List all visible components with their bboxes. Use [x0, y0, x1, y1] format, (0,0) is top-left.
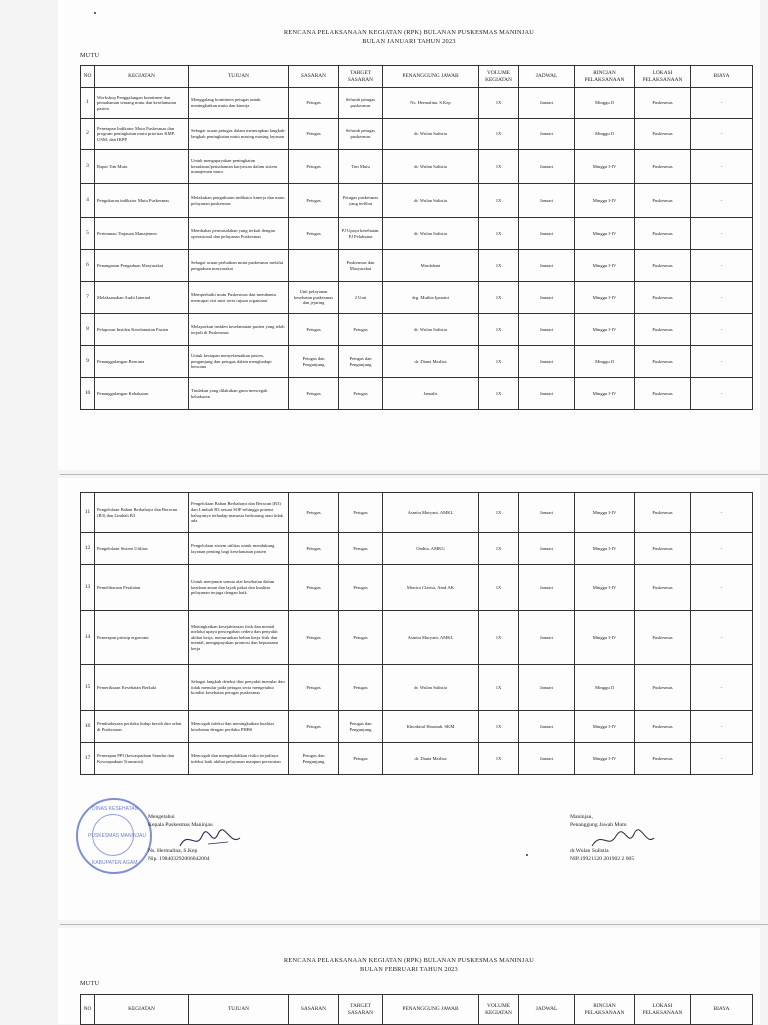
cell-jadwal: Januari: [519, 743, 575, 775]
cell-jadwal: Januari: [519, 711, 575, 743]
cell-jadwal: Januari: [519, 611, 575, 665]
table-row: [81, 611, 753, 665]
cell-penanggung-jawab: Monica Clarisa, Amd.AK: [383, 565, 479, 611]
cell-penanggung-jawab: dr. Wulan Sulistia: [383, 218, 479, 250]
cell-tujuan: Memperbaiki mutu Puskesmas dan membantu mencapai visi misi serta tujuan organisasi: [189, 282, 289, 314]
cell-sasaran: Petugas: [289, 493, 339, 533]
cell-penanggung-jawab: Khordatul Hasanah, SKM: [383, 711, 479, 743]
document-page-january-part1: [58, 0, 760, 470]
cell-volume: 1X: [479, 378, 519, 410]
cell-biaya: -: [691, 184, 753, 218]
header-jadwal: JADWAL: [519, 66, 575, 88]
cell-biaya: -: [691, 119, 753, 150]
cell-kegiatan: Penanggulangan Kebakaran: [95, 378, 189, 410]
cell-lokasi: Puskesmas: [635, 665, 691, 711]
cell-tujuan: Sebagai acuan petugas dalam menerapkan langkah-langkah peningkatan mutu masing masing layanan: [189, 119, 289, 150]
cell-volume: 1X: [479, 711, 519, 743]
row-number: 3: [81, 150, 95, 184]
header-biaya: BIAYA: [691, 66, 753, 88]
cell-kegiatan: Penerapan prinsip ergonomi: [95, 611, 189, 665]
header-jadwal: JADWAL: [519, 995, 575, 1025]
rpk-table-january-part2: [80, 492, 753, 775]
cell-jadwal: Januari: [519, 282, 575, 314]
cell-lokasi: Puskesmas: [635, 565, 691, 611]
cell-kegiatan: Melaksanakan Audit Internal: [95, 282, 189, 314]
table-row: [81, 250, 753, 282]
cell-jadwal: Januari: [519, 346, 575, 378]
cell-volume: 1X: [479, 611, 519, 665]
cell-rincian: Minggu II: [575, 665, 635, 711]
cell-target: PJ Upaya kesehatan, PJ Pelaksana: [339, 218, 383, 250]
cell-sasaran: Petugas: [289, 150, 339, 184]
cell-target: Petugas dan Pengunjung: [339, 711, 383, 743]
cell-penanggung-jawab: dr. Wulan Sulistia: [383, 150, 479, 184]
stamp-text-bottom: KABUPATEN AGAM: [92, 860, 138, 866]
cell-jadwal: Januari: [519, 378, 575, 410]
cell-rincian: Minggu II: [575, 88, 635, 119]
cell-rincian: Minggu I-IV: [575, 282, 635, 314]
row-number: 8: [81, 314, 95, 346]
cell-penanggung-jawab: drg. Muthia Ipsarini: [383, 282, 479, 314]
cell-kegiatan: Pertemuan Tinjauan Manajemen: [95, 218, 189, 250]
cell-rincian: Minggu I-IV: [575, 250, 635, 282]
table-row: [81, 88, 753, 119]
official-stamp: [76, 798, 152, 874]
cell-volume: 1X: [479, 314, 519, 346]
cell-sasaran: Petugas: [289, 533, 339, 565]
row-number: 2: [81, 119, 95, 150]
cell-jadwal: Januari: [519, 665, 575, 711]
cell-sasaran: Unit pelayanan kesehatan puskesmas dan jejaring: [289, 282, 339, 314]
cell-tujuan: Meningkatkan kesejahteraan fisik dan mental melalui upaya pencegahan cedera dan penyakit akibat kerja, menurunkan beban kerja fisik dan mental, mengupayakan promosi dan kepuasaan kerja: [189, 611, 289, 665]
cell-lokasi: Puskesmas: [635, 611, 691, 665]
cell-rincian: Minggu I-IV: [575, 611, 635, 665]
table-row: [81, 378, 753, 410]
cell-volume: 1X: [479, 88, 519, 119]
left-signature-name: Ns. Hermalina, S.Kep: [148, 848, 198, 854]
row-number: 13: [81, 565, 95, 611]
cell-rincian: Minggu II: [575, 119, 635, 150]
cell-tujuan: Sebagai acuan perbaikan mutu puskesmas melalui pengaduan masyarakat: [189, 250, 289, 282]
cell-biaya: -: [691, 493, 753, 533]
cell-lokasi: Puskesmas: [635, 150, 691, 184]
cell-volume: 1X: [479, 346, 519, 378]
cell-sasaran: Petugas: [289, 119, 339, 150]
table-row: [81, 282, 753, 314]
row-number: 6: [81, 250, 95, 282]
cell-biaya: -: [691, 282, 753, 314]
table-row: [81, 119, 753, 150]
cell-tujuan: Tindakan yang dilakukan guna mencegah kebakaran: [189, 378, 289, 410]
cell-biaya: -: [691, 665, 753, 711]
cell-sasaran: Petugas: [289, 665, 339, 711]
cell-sasaran: Petugas: [289, 711, 339, 743]
cell-kegiatan: Penetapan Indikator Mutu Puskesmas dan program peningkatan mutu prioritas KMP, USM, dan IKPP: [95, 119, 189, 150]
cell-jadwal: Januari: [519, 119, 575, 150]
cell-target: Petugas puskesmas yang terlibat: [339, 184, 383, 218]
cell-target: Seluruh petugas puskesmas: [339, 88, 383, 119]
cell-penanggung-jawab: dr. Wulan Sulistia: [383, 184, 479, 218]
cell-biaya: -: [691, 346, 753, 378]
cell-volume: 1X: [479, 184, 519, 218]
cell-tujuan: Melakukan pengukuran indikator kinerja dan mutu pelayanan puskesmas: [189, 184, 289, 218]
cell-jadwal: Januari: [519, 565, 575, 611]
header-no: NO: [81, 66, 95, 88]
cell-biaya: -: [691, 250, 753, 282]
row-number: 15: [81, 665, 95, 711]
header-lokasi: LOKASI PELAKSANAAN: [635, 995, 691, 1025]
cell-target: Petugas: [339, 665, 383, 711]
cell-rincian: Minggu I-IV: [575, 565, 635, 611]
document-subtitle: BULAN JANUARI TAHUN 2023: [362, 38, 456, 45]
table-row: [81, 533, 753, 565]
document-page-january-part2: [58, 478, 760, 920]
cell-volume: 1X: [479, 533, 519, 565]
cell-volume: 1X: [479, 665, 519, 711]
stamp-text-top: DINAS KESEHATAN: [92, 806, 139, 812]
left-signature-nip: Nip. 198403292006042004: [148, 856, 210, 862]
cell-tujuan: Mencegah dan mengendalikan risiko terjadinya infeksi baik akibat pelayanan maupun perawatan: [189, 743, 289, 775]
header-biaya: BIAYA: [691, 995, 753, 1025]
cell-lokasi: Puskesmas: [635, 378, 691, 410]
cell-lokasi: Puskesmas: [635, 88, 691, 119]
cell-tujuan: Untuk mengupayakan peningkatan kesadaran/pemahaman karyawan dalam sistem manajemen mutu: [189, 150, 289, 184]
cell-volume: 1X: [479, 119, 519, 150]
cell-volume: 1X: [479, 218, 519, 250]
cell-tujuan: Membahas permasalahan yang terkait dengan operasional dan pelayanan Puskesmas: [189, 218, 289, 250]
cell-jadwal: Januari: [519, 250, 575, 282]
header-penanggung-jawab: PENANGGUNG JAWAB: [383, 995, 479, 1025]
cell-rincian: Minggu I-IV: [575, 150, 635, 184]
cell-lokasi: Puskesmas: [635, 743, 691, 775]
cell-kegiatan: Penanggulangan Bencana: [95, 346, 189, 378]
cell-kegiatan: Penanganan Pengaduan Masyarakat: [95, 250, 189, 282]
table-row: [81, 743, 753, 775]
cell-target: Petugas: [339, 493, 383, 533]
scan-speck: [94, 12, 96, 14]
cell-kegiatan: Penerapan PPI (kewaspadaan Standar dan Kewaspadaan Transmisi): [95, 743, 189, 775]
cell-volume: 1X: [479, 493, 519, 533]
cell-sasaran: [289, 250, 339, 282]
row-number: 14: [81, 611, 95, 665]
cell-volume: 1X: [479, 150, 519, 184]
cell-lokasi: Puskesmas: [635, 282, 691, 314]
right-signature-line1: Maninjau,: [570, 814, 593, 820]
header-no: NO: [81, 995, 95, 1025]
row-number: 16: [81, 711, 95, 743]
cell-jadwal: Januari: [519, 88, 575, 119]
row-number: 4: [81, 184, 95, 218]
cell-volume: 1X: [479, 743, 519, 775]
row-number: 17: [81, 743, 95, 775]
cell-jadwal: Januari: [519, 493, 575, 533]
table-row: [81, 565, 753, 611]
header-volume: VOLUME KEGIATAN: [479, 66, 519, 88]
cell-tujuan: Pengelolaan sistem utilitas untuk mendukung layanan penting bagi keselamatan pasien: [189, 533, 289, 565]
cell-target: Seluruh petugas puskesmas: [339, 119, 383, 150]
table-row: [81, 314, 753, 346]
table-header-row: [81, 995, 753, 1025]
left-signature-line1: Mengetahui: [148, 814, 175, 820]
row-number: 11: [81, 493, 95, 533]
cell-biaya: -: [691, 314, 753, 346]
cell-penanggung-jawab: Asmita Muryani, AMKL: [383, 493, 479, 533]
header-target: TARGET SASARAN: [339, 995, 383, 1025]
cell-sasaran: Petugas: [289, 611, 339, 665]
row-number: 9: [81, 346, 95, 378]
cell-target: Tim Mutu: [339, 150, 383, 184]
cell-sasaran: Petugas: [289, 314, 339, 346]
cell-biaya: -: [691, 565, 753, 611]
cell-target: Petugas: [339, 533, 383, 565]
cell-lokasi: Puskesmas: [635, 346, 691, 378]
cell-tujuan: Menggalang komitmen petugas untuk meningkatkan mutu dan kinerja: [189, 88, 289, 119]
cell-rincian: Minggu II: [575, 346, 635, 378]
cell-volume: 1X: [479, 250, 519, 282]
cell-rincian: Minggu I-IV: [575, 378, 635, 410]
cell-penanggung-jawab: dr. Diana Marlisa: [383, 346, 479, 378]
cell-sasaran: Petugas: [289, 378, 339, 410]
cell-penanggung-jawab: dr. Wulan Sulistia: [383, 119, 479, 150]
cell-rincian: Minggu I-IV: [575, 533, 635, 565]
table-row: [81, 711, 753, 743]
cell-biaya: -: [691, 533, 753, 565]
cell-biaya: -: [691, 218, 753, 250]
cell-target: Puskesmas dan Masyarakat: [339, 250, 383, 282]
left-signature-line2: Kepala Puskesmas Maninjau: [148, 822, 213, 828]
cell-sasaran: Petugas: [289, 565, 339, 611]
header-penanggung-jawab: PENANGGUNG JAWAB: [383, 66, 479, 88]
cell-kegiatan: Pengelolaan Bahan Berbahaya dan Beracun (B3) dan Limbah B3: [95, 493, 189, 533]
cell-rincian: Minggu I-IV: [575, 184, 635, 218]
header-rincian: RINCIAN PELAKSANAAN: [575, 66, 635, 88]
cell-target: Petugas: [339, 378, 383, 410]
rpk-table-january-part1: [80, 65, 753, 410]
cell-sasaran: Petugas: [289, 218, 339, 250]
cell-penanggung-jawab: Ns. Hermalina, S.Kep: [383, 88, 479, 119]
cell-target: Petugas: [339, 743, 383, 775]
cell-target: 2 Unit: [339, 282, 383, 314]
cell-kegiatan: Rapat Tim Mutu: [95, 150, 189, 184]
cell-rincian: Minggu I-IV: [575, 218, 635, 250]
cell-target: Petugas: [339, 565, 383, 611]
cell-target: Petugas dan Pengunjung: [339, 346, 383, 378]
right-signature-nip: NIP.19921120 201902 2 005: [570, 856, 635, 862]
cell-kegiatan: Pemeriksaan Kesehatan Berkala: [95, 665, 189, 711]
cell-tujuan: Untuk menjamin semua alat kesehatan dalam keadaan aman dan layak pakai dan kualitas pelayanan terjaga dengan baik: [189, 565, 289, 611]
header-tujuan: TUJUAN: [189, 66, 289, 88]
cell-tujuan: Melaporkan insiden keselamatan pasien yang telah terjadi di Puskesmas: [189, 314, 289, 346]
section-label-february: MUTU: [80, 980, 100, 987]
cell-kegiatan: Pengukuran indikator Mutu Puskesmas: [95, 184, 189, 218]
document-subtitle-february: BULAN FEBRUARI TAHUN 2023: [360, 966, 458, 973]
cell-jadwal: Januari: [519, 533, 575, 565]
cell-rincian: Minggu I-IV: [575, 493, 635, 533]
cell-penanggung-jawab: dr. Wulan Sulistia: [383, 665, 479, 711]
row-number: 7: [81, 282, 95, 314]
row-number: 1: [81, 88, 95, 119]
header-rincian: RINCIAN PELAKSANAAN: [575, 995, 635, 1025]
header-target: TARGET SASARAN: [339, 66, 383, 88]
document-page-february: [58, 928, 760, 1024]
cell-penanggung-jawab: dr. Diana Marlisa: [383, 743, 479, 775]
cell-penanggung-jawab: dr. Wulan Sulistia: [383, 314, 479, 346]
document-title: RENCANA PELAKSANAAN KEGIATAN (RPK) BULANAN PUSKESMAS MANINJAU: [283, 29, 535, 36]
cell-sasaran: Petugas: [289, 184, 339, 218]
cell-rincian: Minggu I-IV: [575, 711, 635, 743]
rpk-table-february: [80, 994, 753, 1025]
document-title-february: RENCANA PELAKSANAAN KEGIATAN (RPK) BULANAN PUSKESMAS MANINJAU: [283, 957, 535, 964]
cell-jadwal: Januari: [519, 314, 575, 346]
table-row: [81, 493, 753, 533]
header-lokasi: LOKASI PELAKSANAAN: [635, 66, 691, 88]
cell-tujuan: Untuk kesiapan menyelamatkan pasien, pengunjung dan petugas dalam menghadapi bencana: [189, 346, 289, 378]
cell-lokasi: Puskesmas: [635, 533, 691, 565]
cell-lokasi: Puskesmas: [635, 184, 691, 218]
cell-lokasi: Puskesmas: [635, 250, 691, 282]
cell-kegiatan: Pemeliharaan Peralatan: [95, 565, 189, 611]
table-row: [81, 218, 753, 250]
table-row: [81, 346, 753, 378]
header-sasaran: SASARAN: [289, 995, 339, 1025]
table-row: [81, 184, 753, 218]
cell-kegiatan: Workshop Penggalangan komitmen dan pemahaman tentang mutu dan keselamatan pasien: [95, 88, 189, 119]
cell-tujuan: Pengelolaan Bahan Berbahaya dan Beracun (B3) dan Limbah B3 sesuai SOP sehingga potensi bahayanya terhadap manusia berkurang atau tidak ada: [189, 493, 289, 533]
cell-penanggung-jawab: Mardalena: [383, 250, 479, 282]
page-edge: [60, 474, 768, 475]
cell-kegiatan: Pengelolaan Sistem Utilitas: [95, 533, 189, 565]
row-number: 10: [81, 378, 95, 410]
right-signature-line2: Penanggung Jawab Mutu: [570, 822, 627, 828]
cell-biaya: -: [691, 88, 753, 119]
stamp-text-mid: PUSKESMAS MANINJAU: [88, 833, 147, 839]
cell-penanggung-jawab: Ondita, AMKG: [383, 533, 479, 565]
table-row: [81, 150, 753, 184]
cell-jadwal: Januari: [519, 218, 575, 250]
cell-volume: 1X: [479, 282, 519, 314]
cell-biaya: -: [691, 378, 753, 410]
cell-biaya: -: [691, 743, 753, 775]
cell-target: Petugas: [339, 611, 383, 665]
right-signature-name: dr.Wulan Sulistia: [570, 848, 609, 854]
cell-kegiatan: Pelaporan Insiden Keselamatan Pasien: [95, 314, 189, 346]
cell-jadwal: Januari: [519, 184, 575, 218]
cell-rincian: Minggu I-IV: [575, 743, 635, 775]
header-kegiatan: KEGIATAN: [95, 995, 189, 1025]
cell-sasaran: Petugas dan Pengunjung: [289, 743, 339, 775]
cell-lokasi: Puskesmas: [635, 218, 691, 250]
cell-biaya: -: [691, 150, 753, 184]
cell-tujuan: Sebagai langkah deteksi dini penyakit menular dan tidak menular pada petugas serta mengetahui kondisi kesehatan petugas puskesmas: [189, 665, 289, 711]
cell-rincian: Minggu I-IV: [575, 314, 635, 346]
scan-speck: [526, 854, 528, 856]
header-kegiatan: KEGIATAN: [95, 66, 189, 88]
cell-sasaran: Petugas dan Pengunjung: [289, 346, 339, 378]
section-label: MUTU: [80, 52, 100, 59]
cell-biaya: -: [691, 711, 753, 743]
cell-kegiatan: Pembudayaan perilaku hidup bersih dan sehat di Puskesmas: [95, 711, 189, 743]
header-volume: VOLUME KEGIATAN: [479, 995, 519, 1025]
header-sasaran: SASARAN: [289, 66, 339, 88]
cell-penanggung-jawab: Jamalis: [383, 378, 479, 410]
row-number: 5: [81, 218, 95, 250]
cell-sasaran: Petugas: [289, 88, 339, 119]
cell-lokasi: Puskesmas: [635, 119, 691, 150]
cell-lokasi: Puskesmas: [635, 314, 691, 346]
cell-target: Petugas: [339, 314, 383, 346]
row-number: 12: [81, 533, 95, 565]
cell-jadwal: Januari: [519, 150, 575, 184]
table-header-row: [81, 66, 753, 88]
cell-biaya: -: [691, 611, 753, 665]
cell-penanggung-jawab: Asmita Muryani, AMKL: [383, 611, 479, 665]
cell-volume: 1X: [479, 565, 519, 611]
cell-tujuan: Mencegah infeksi dan meningkatkan kualitas kesehatan dengan perilaku PHBS: [189, 711, 289, 743]
header-tujuan: TUJUAN: [189, 995, 289, 1025]
table-row: [81, 665, 753, 711]
cell-lokasi: Puskesmas: [635, 493, 691, 533]
page-edge: [60, 924, 768, 925]
cell-lokasi: Puskesmas: [635, 711, 691, 743]
